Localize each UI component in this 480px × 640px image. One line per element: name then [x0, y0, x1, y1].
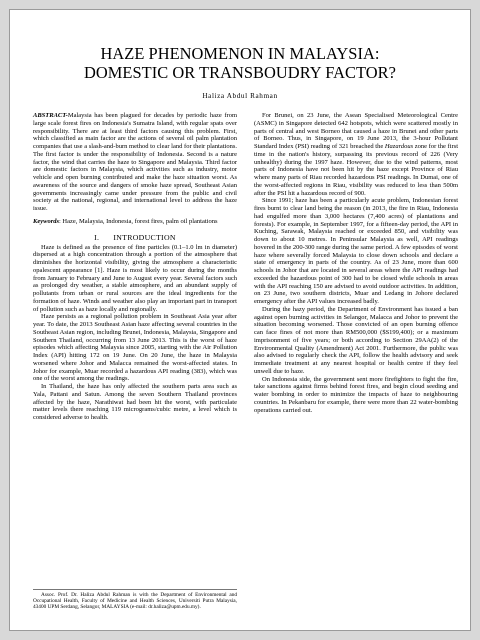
paper-page	[9, 9, 471, 631]
title-line-1: HAZE PHENOMENON IN MALAYSIA:	[100, 44, 380, 63]
keywords	[33, 218, 237, 226]
body-paragraph-1-end: zone for the first time in the nation's history, surpassing its previous record of 226 (Very unhealthy) during the 1997 haze. However, due to the wind patterns, most parts of Indonesia have not been hit by the haze except Province of Riau where many parts of Riau recorded hazardous PSI readings. In Dumai, one of the worst-affected regions in Riau, visibility was reduced to less than 500m after the PSI hit a hazardous record of 900.	[254, 143, 459, 197]
body-paragraph-1	[254, 112, 458, 197]
body-paragraph-1-start: For Brunei, on 23 June, the Asean Specialised Meteorological Centre (ASMC) in Singapore detected 642 hotspots, which were scattered mostly in parts of central and west Borneo that caused a haze in Brunei and other parts of Borneo. Thus, in Singapore, on 19 June 2013, the 3-hour Pollutant Standard Index (PSI) reading of 321 breached the	[254, 112, 458, 150]
right-column	[254, 112, 458, 414]
intro-paragraph-2: Haze persists as a regional pollution problem in Southeast Asia year after year. To date, the 2013 Southeast Asian haze affecting several countries in the Southeast Asian region, including Brunei, Indonesia, Malaysia, Singapore and Southern Thailand, occurring from 13 June 2013. This is the worst of haze episodes which affecting Malaysia since 2005, starting with the Air Pollution Index (API) hitting 172 on 19 June. On 20 June, the haze in Malaysia worsened where Johor and Malacca remained the worst-affected states. In Johor for example, Muar recorded a hazardous API reading (383), which was one of the worst among the readings.	[33, 313, 237, 383]
body-paragraph-2: Since 1991; haze has been a particularly acute problem, Indonesian forest fires burnt to clear land being the reason (in 2013, the fire in Riau, Indonesia had engulfed more than 3,000 hectares (7,400 acres) of plantations and forests). For example, in September 1997, for a fifteen-day period, the API in Kuching, Sarawak, Malaysia reached or exceeded 850, and visibility was down to about 10 metres. In Peninsular Malaysia as well, API readings hovered in the 200-300 range during the same period. A few episodes of worst haze where severally forced Malaysia to close down schools and declare a state of emergency in parts of the country. As of 23 June, more than 600 schools in Johor that are located in several areas where the API readings had exceeded the hazardous point of 300 had to be closed while schools in areas with the API reaching 150 are advised to avoid outdoor activities. In addition, on 23 June, two southern districts, Muar and Ledang in Johore declared emergency after the API values increased badly.	[254, 197, 458, 305]
abstract-text: Malaysia has been plagued for decades by periodic haze from large scale forest fires on Indonesia's Sumatra Island, with regular spats over responsibility. There are at least third factors causing this problem. First, which classified as main factor are the actions of several oil palm plantation companies that use a slash-and-burn method to clear land for their plantations. The first factor is under the responsibility of Indonesia. Second is a nature factor, the wind that carries the haze to Singapore and Malaysia. Third factor are domestic factors in Malaysia, which activities such as industry, motor vehicle and open burning contributed and make the haze situation worst. As awareness of the source and dangers of smoke haze spread, Southeast Asian governments increasingly came under pressure from the public and civil society at the national, regional, and international level to address the haze issue.	[33, 112, 237, 212]
intro-paragraph-3: In Thailand, the haze has only affected the southern parts area such as Yala, Pattani and Satun. Among the seven Southern Thailand provinces affected by the haze, Narathiwat had been hit the worst, with particulate matter levels there reaching 119 micrograms/cubic metre, a level which is considered adverse to health.	[33, 383, 237, 421]
abstract	[33, 112, 237, 213]
intro-paragraph-1: Haze is defined as the presence of fine particles (0.1–1.0 lm in diameter) dispersed at a high concentration through a portion of the atmosphere that diminishes the horizontal visibility, giving the atmosphere a characteristic opalescent appearance [1]. Haze is most likely to occur during the months from January to February and June to August every year. Several factors such as prolonged dry weather, a stable atmosphere, and an abundant supply of pollutants from urban or rural sources are the ideal ingredients for the formation of haze. Winds and weather also play an important part in transport of pollution such as haze locally and regionally.	[33, 243, 237, 313]
hazardous-italic: Hazardous	[384, 143, 414, 150]
body-paragraph-4: On Indonesia side, the government sent more firefighters to fight the fire, take sanctions against firms behind forest fires, and begin cloud seeding and water bombing in order to minimize the impacts of haze to neighbouring countries. In Pekanbaru for example, there were more than 22 water-bombing operations carried out.	[254, 375, 458, 414]
title-line-2: DOMESTIC OR TRANSBOUDRY FACTOR?	[84, 62, 396, 82]
left-column	[33, 112, 237, 422]
keywords-text: : Haze, Malaysia, Indonesia, forest fires, palm oil plantations	[59, 217, 218, 225]
paper-title	[10, 45, 470, 82]
body-paragraph-3: During the hazy period, the Department of Environment has issued a ban against open burning activities in Selangor, Malacca and Johor to prevent the situation becoming worsened. Those convicted of an open burning offence can face fines of not more than RM500,000 ($S199,400); or a maximum imprisonment of five years; or both according to Section 29AA(2) of the Environmental Quality (Amendment) Act 2001. Furthermore, the public was also advised to regularly check the API, follow the health advisory and seek immediate treatment at any nearest hospital or health centre if they feel unwell due to haze.	[254, 305, 458, 375]
author-name: Haliza Abdul Rahman	[202, 92, 278, 100]
section-number: I.	[94, 232, 100, 242]
footnote-text: Assoc. Prof. Dr. Haliza Abdul Rahman is with the Department of Environmental and Occupational Health, Faculty of Medicine and Health Sciences, Universiti Putra Malaysia, 43400 UPM Serdang, Selangor, MALAYSIA (e-mail: dr.haliza@upm.edu.my).	[33, 592, 237, 611]
author-footnote	[33, 589, 237, 610]
keywords-label: Keywords	[33, 217, 59, 225]
abstract-label: ABSTRACT-	[33, 112, 68, 119]
section-heading	[33, 233, 237, 242]
section-title: INTRODUCTION	[113, 232, 176, 242]
